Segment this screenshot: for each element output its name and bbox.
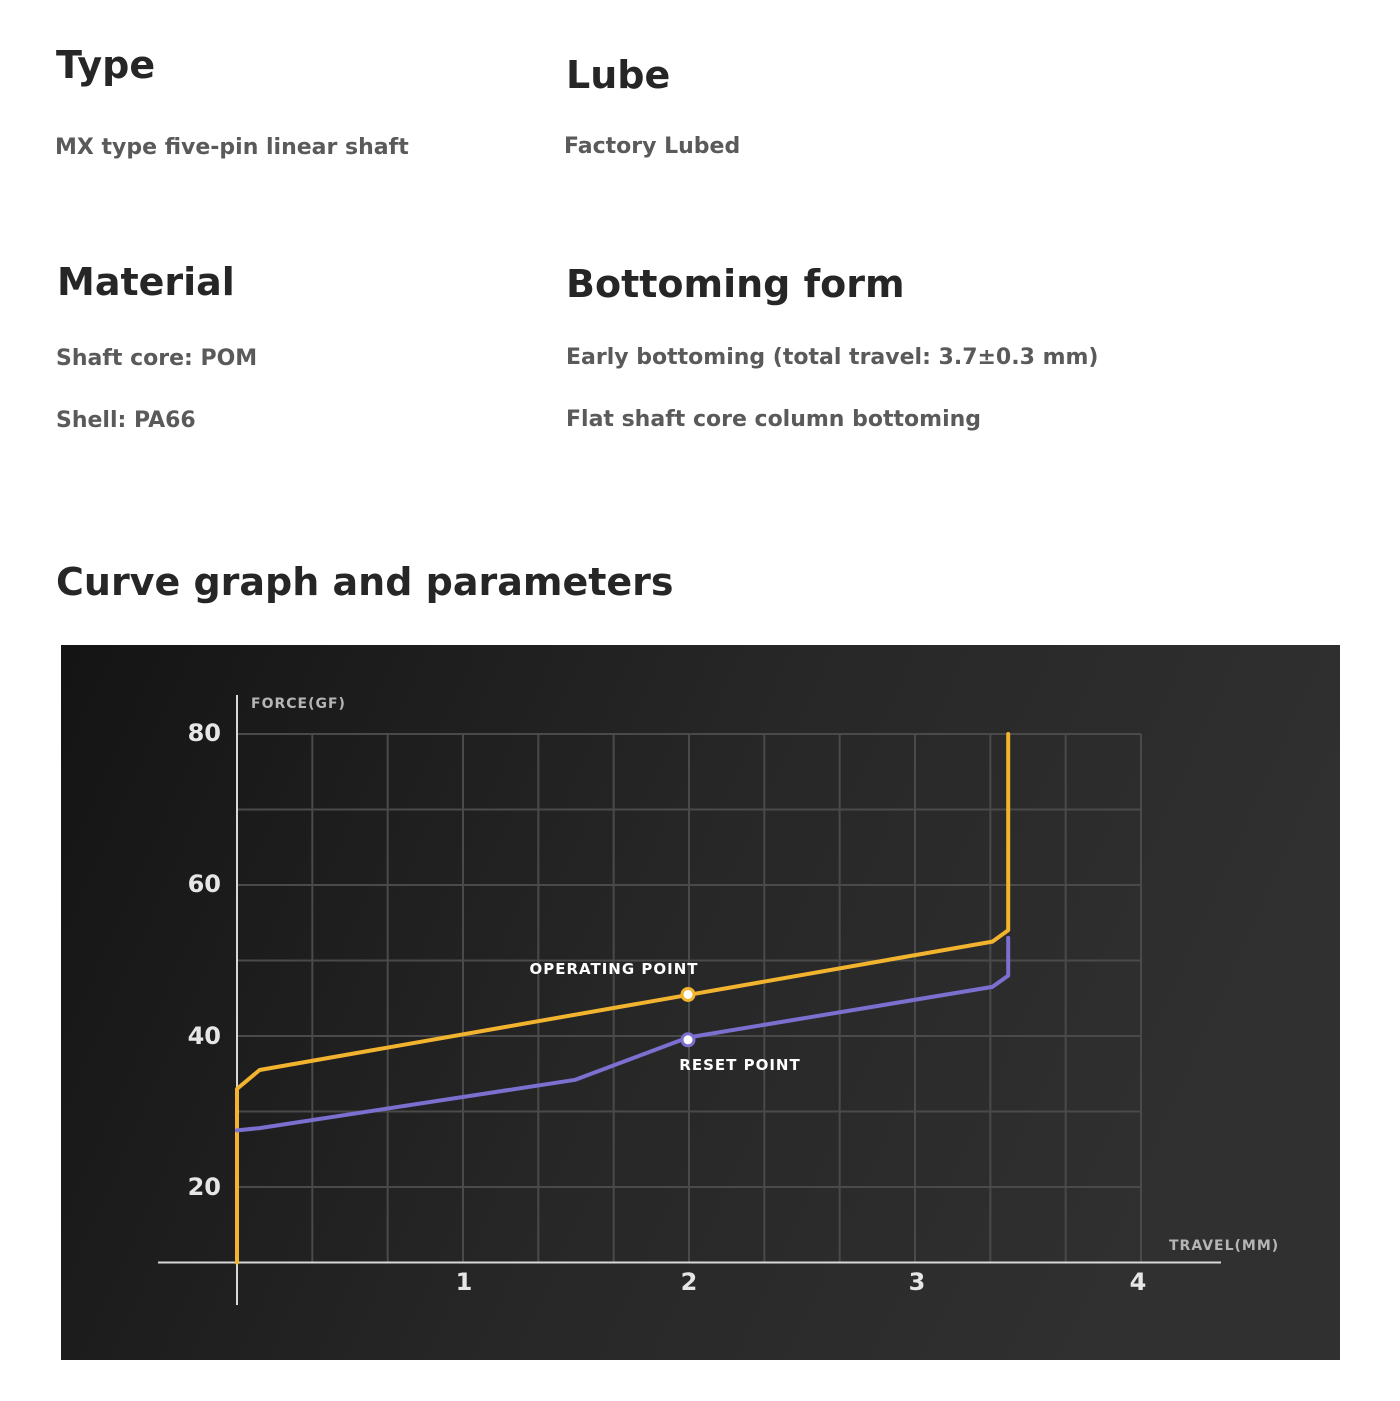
bottoming-column: Flat shaft core column bottoming xyxy=(566,407,982,432)
type-value: MX type five-pin linear shaft xyxy=(55,135,409,160)
reset-point-marker xyxy=(682,1034,694,1046)
lube-heading: Lube xyxy=(566,53,671,97)
force-curve-chart xyxy=(61,645,1340,1360)
y-tick-label: 20 xyxy=(187,1173,221,1201)
material-shell: Shell: PA66 xyxy=(56,408,196,433)
y-tick-label: 60 xyxy=(187,870,221,898)
x-tick-label: 1 xyxy=(455,1268,473,1296)
chart-svg xyxy=(61,645,1340,1360)
lube-value: Factory Lubed xyxy=(564,134,741,159)
type-heading: Type xyxy=(56,43,156,87)
reset-point-label: RESET POINT xyxy=(679,1056,801,1074)
bottoming-travel: Early bottoming (total travel: 3.7±0.3 mm) xyxy=(566,345,1099,370)
y-axis-label: FORCE(GF) xyxy=(251,696,346,712)
material-heading: Material xyxy=(57,260,235,304)
bottoming-heading: Bottoming form xyxy=(566,262,905,306)
y-tick-label: 80 xyxy=(187,719,221,747)
operating-point-label: OPERATING POINT xyxy=(529,960,699,978)
chart-background xyxy=(61,645,1340,1360)
material-shaft-core: Shaft core: POM xyxy=(56,346,258,371)
section-title: Curve graph and parameters xyxy=(56,560,674,604)
operating-point-marker xyxy=(682,988,694,1000)
x-tick-label: 4 xyxy=(1129,1268,1147,1296)
x-axis-label: TRAVEL(MM) xyxy=(1169,1238,1280,1254)
y-tick-label: 40 xyxy=(187,1022,221,1050)
x-tick-label: 2 xyxy=(680,1268,698,1296)
x-tick-label: 3 xyxy=(908,1268,926,1296)
